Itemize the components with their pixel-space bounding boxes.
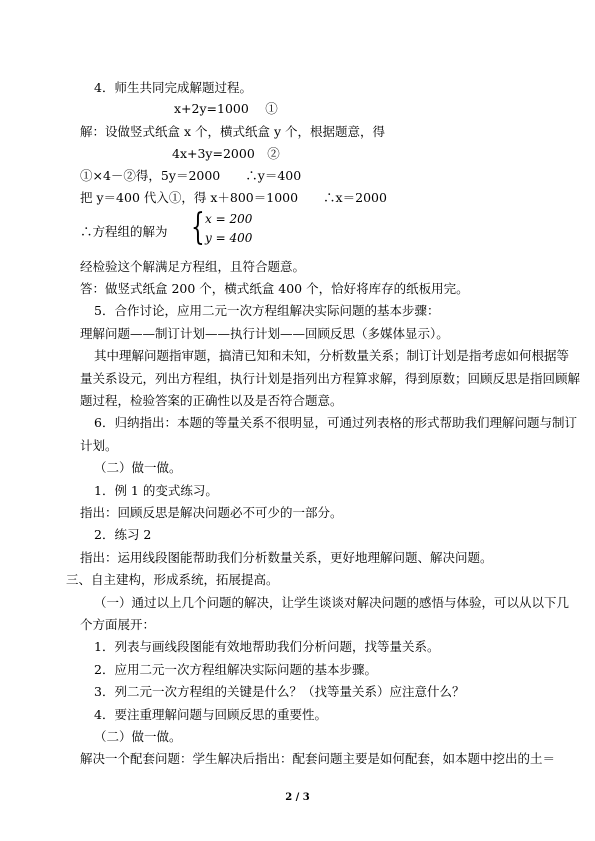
text-line: 题过程，检验答案的正确性以及是否符合题意。 (80, 393, 343, 408)
text-line: 指出：运用线段图能帮助我们分析数量关系，更好地理解问题、解决问题。 (80, 550, 493, 565)
text-line: （二）做一做。 (94, 729, 182, 744)
text-line: 解决一个配套问题：学生解决后指出：配套问题主要是如何配套，如本题中挖出的土＝ (80, 751, 556, 766)
brace-symbol: { (191, 207, 205, 248)
text-line: 2．应用二元一次方程组解决实际问题的基本步骤。 (94, 662, 377, 677)
text-line: 1．例 1 的变式练习。 (94, 483, 218, 498)
page-number: 2 / 3 (285, 792, 310, 803)
text-line: 答：做竖式纸盒 200 个，横式纸盒 400 个，恰好将库存的纸板用完。 (80, 281, 469, 296)
text-line: 6．归纳指出：本题的等量关系不很明显，可通过列表格的形式帮助我们理解问题与制订 (94, 415, 577, 430)
text-line: （一）通过以上几个问题的解决，让学生谈谈对解决问题的感悟与体验，可以从以下几 (94, 595, 570, 610)
text-line: 经检验这个解满足方程组，且符合题意。 (80, 259, 306, 274)
text-line: 量关系设元，列出方程组，执行计划是指列出方程算求解，得到原数；回顾反思是指回顾解 (80, 371, 581, 386)
text-line: 1．列表与画线段图能有效地帮助我们分析问题，找等量关系。 (94, 639, 440, 654)
text-line: 5．合作讨论，应用二元一次方程组解决实际问题的基本步骤： (94, 303, 440, 318)
text-line: 2．练习 2 (94, 527, 152, 542)
equation-1: x+2y=1000 ① (174, 101, 278, 116)
equation-2: 4x+3y=2000 ② (172, 146, 280, 161)
text-line: ①×4－②得，5y＝2000 ∴y＝400 (80, 168, 302, 183)
text-line: 解：设做竖式纸盒 x 个，横式纸盒 y 个，根据题意，得 (80, 124, 386, 139)
text-line: 计划。 (80, 438, 118, 453)
text-line: 4．要注重理解问题与回顾反思的重要性。 (94, 707, 327, 722)
text-line: 理解问题——制订计划——执行计划——回顾反思（多媒体显示）。 (80, 326, 449, 341)
solution-y: y = 400 (205, 231, 253, 245)
text-line: （二）做一做。 (94, 460, 182, 475)
section-heading: 三、自主建构，形成系统，拓展提高。 (66, 572, 279, 587)
text-line: 其中理解问题指审题，搞清已知和未知，分析数量关系；制订计划是指考虑如何根据等 (94, 348, 570, 363)
text-line: 个方面展开： (80, 617, 156, 632)
text-line: 把 y＝400 代入①，得 x＋800＝1000 ∴x＝2000 (80, 190, 387, 205)
solution-label: ∴方程组的解为 (80, 224, 168, 239)
text-line: 3．列二元一次方程组的关键是什么？（找等量关系）应注意什么？ (94, 684, 465, 699)
text-line: 指出：回顾反思是解决问题必不可少的一部分。 (80, 505, 343, 520)
solution-x: x = 200 (205, 212, 253, 226)
text-line: 4．师生共同完成解题过程。 (94, 80, 252, 95)
